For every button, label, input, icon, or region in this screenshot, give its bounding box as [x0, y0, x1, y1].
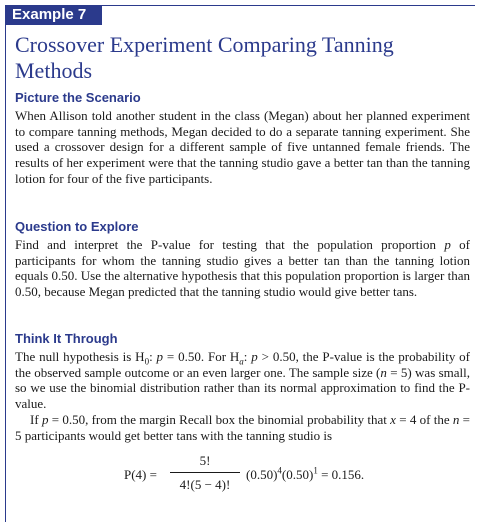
think-paragraph-1: The null hypothesis is $H_0$: p = 0.50. For $H_a$: p > 0.50, the P-value is the probability of the observed sample outcome or an even larger one. The sample size (n = 5) was small, so we use the binomial distribution rather than its normal approximation to find the P-value. [15, 349, 471, 412]
section-head-question: Question to Explore [15, 219, 139, 234]
section-head-think: Think It Through [15, 331, 118, 346]
formula-numerator: 5! [199, 453, 211, 468]
scenario-paragraph: When Allison told another student in the class (Megan) about her planned experiment to compare tanning methods, Megan decided to do a separate tanning experiment. She used a crossover design for a different sample of five untanned female friends. The results of her experiment were that the tanning studio gave a better tan than the tanning lotion for four of the five participants. [15, 108, 470, 186]
formula-denominator: 4!(5 − 4)! [179, 477, 231, 492]
fraction-bar [170, 472, 240, 473]
section-head-scenario: Picture the Scenario [15, 90, 141, 105]
example-label: Example 7 [5, 5, 102, 25]
formula-rhs: $(0.50)^4(0.50)^1 = 0.156$. [246, 465, 365, 482]
formula-fraction [170, 453, 240, 493]
formula-lhs: P(4) = [124, 467, 157, 482]
example-title: Crossover Experiment Comparing Tanning Methods [15, 32, 394, 83]
question-text [15, 237, 470, 300]
binomial-formula [124, 453, 444, 497]
question-paragraph: Find and interpret the P-value for testing that the population proportion p of participants for whom the tanning studio gives a better tan than the tanning lotion equals 0.50. Use the alternative hypothesis that this population proportion is larger than 0.50, because Megan predicted that the tanning studio would give better tans. [15, 237, 470, 300]
scenario-text [15, 108, 470, 187]
think-text [15, 349, 470, 443]
think-paragraph-2: If p = 0.50, from the margin Recall box the binomial probability that x = 4 of the n = 5 participants would get better tans with the tanning studio is [15, 411, 470, 443]
